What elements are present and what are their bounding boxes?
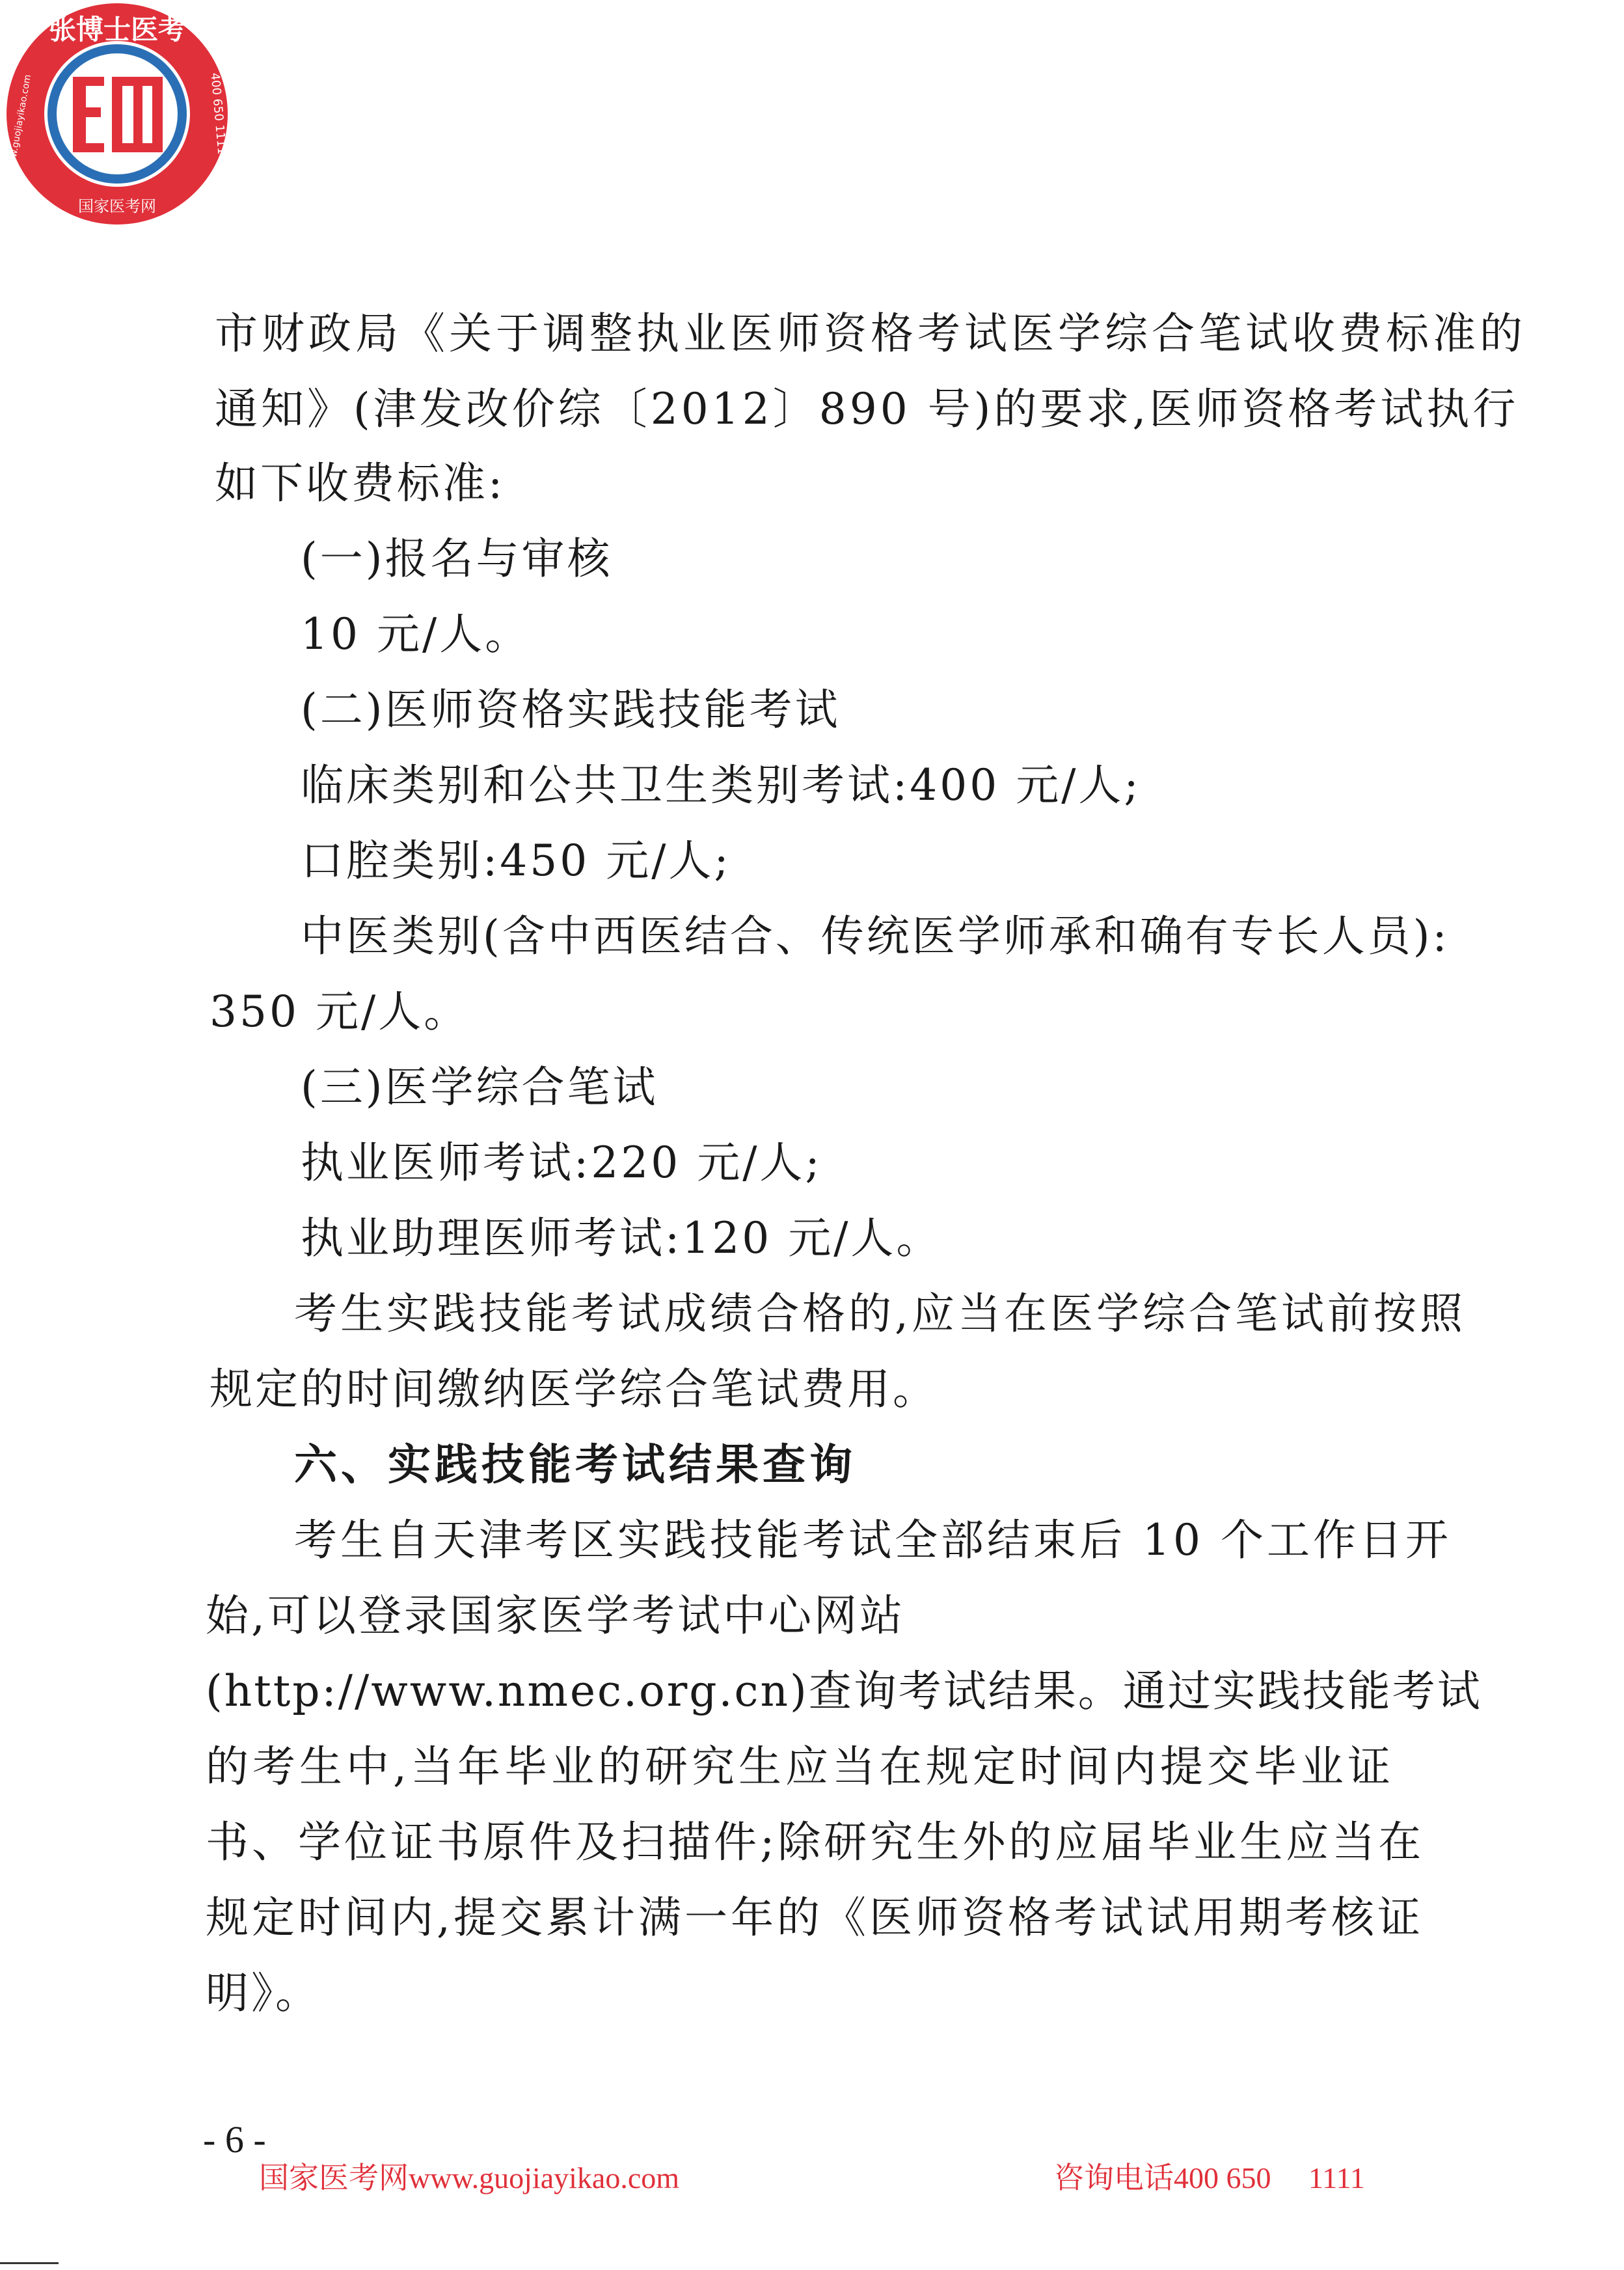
body-line-12: 执业医师考试:220 元/人; <box>301 1138 822 1188</box>
body-line-19: (http://www.nmec.org.cn)查询考试结果。通过实践技能考试 <box>206 1666 1482 1716</box>
body-line-5: 10 元/人。 <box>301 609 531 659</box>
section-heading-2: (二)医师资格实践技能考试 <box>301 685 841 735</box>
seal-logo <box>0 0 234 234</box>
body-line-18: 始,可以登录国家医学考试中心网站 <box>206 1591 905 1641</box>
seal-top-text: 张博士医考 <box>48 14 186 46</box>
body-line-20: 的考生中,当年毕业的研究生应当在规定时间内提交毕业证 <box>206 1742 1394 1792</box>
body-line-21: 书、学位证书原件及扫描件;除研究生外的应届毕业生应当在 <box>206 1817 1425 1867</box>
seal-side-text: www.guojiayikao.com <box>6 74 34 173</box>
body-line-8: 口腔类别:450 元/人; <box>301 836 731 886</box>
footer-phone: 咨询电话400 650 1111 <box>1054 2161 1365 2195</box>
body-line-13: 执业助理医师考试:120 元/人。 <box>301 1213 942 1263</box>
bottom-rule <box>0 2262 59 2264</box>
body-line-22: 规定时间内,提交累计满一年的《医师资格考试试用期考核证 <box>206 1893 1424 1943</box>
seal-bottom-text: 国家医考网 <box>78 197 156 215</box>
body-line-7: 临床类别和公共卫生类别考试:400 元/人; <box>301 760 1141 810</box>
section-heading-3: (三)医学综合笔试 <box>301 1062 658 1112</box>
body-line-9: 中医类别(含中西医结合、传统医学师承和确有专长人员): <box>301 911 1450 961</box>
body-line-10: 350 元/人。 <box>210 987 470 1037</box>
body-line-14: 考生实践技能考试成绩合格的,应当在医学综合笔试前按照 <box>294 1289 1466 1339</box>
section-title-6: 六、实践技能考试结果查询 <box>294 1440 856 1490</box>
footer-website[interactable]: 国家医考网www.guojiayikao.com <box>259 2161 680 2195</box>
body-line-1: 市财政局《关于调整执业医师资格考试医学综合笔试收费标准的 <box>215 308 1526 359</box>
body-line-23: 明》。 <box>206 1968 321 2018</box>
body-line-3: 如下收费标准: <box>215 458 506 508</box>
page-number: - 6 - <box>203 2118 266 2161</box>
body-line-17: 考生自天津考区实践技能考试全部结束后 10 个工作日开 <box>294 1515 1452 1565</box>
body-line-2: 通知》(津发改价综〔2012〕890 号)的要求,医师资格考试执行 <box>215 384 1519 434</box>
body-line-15: 规定的时间缴纳医学综合笔试费用。 <box>210 1364 938 1414</box>
seal-right-text: 400 650 1111 <box>208 72 229 156</box>
section-heading-1: (一)报名与审核 <box>301 534 613 584</box>
